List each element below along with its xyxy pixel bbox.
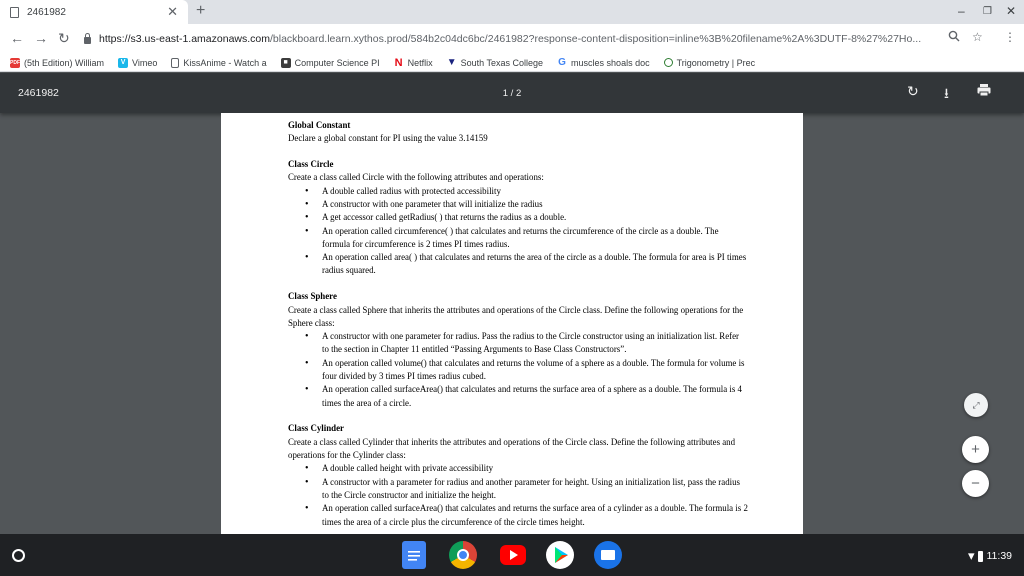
section-title: Class Sphere bbox=[288, 291, 337, 302]
pdf-icon: PDF bbox=[10, 59, 20, 66]
bullet-list bbox=[305, 330, 748, 410]
battery-icon bbox=[978, 551, 983, 562]
clock-time: 11:39 bbox=[986, 550, 1012, 562]
bullet-list bbox=[305, 462, 748, 528]
section-class-circle bbox=[288, 158, 748, 278]
wifi-icon: ▾ bbox=[967, 548, 975, 563]
status-area[interactable] bbox=[964, 547, 1016, 565]
bookmark-item[interactable]: V Vimeo bbox=[118, 58, 157, 68]
bookmark-item[interactable]: PDF (5th Edition) William bbox=[10, 57, 105, 68]
url-host: https://s3.us-east-1.amazonaws.com bbox=[99, 33, 270, 45]
bookmarks-bar bbox=[0, 54, 1024, 72]
section-text: Declare a global constant for PI using the value 3.14159 bbox=[288, 133, 488, 144]
fit-to-page-button[interactable]: ⤢ bbox=[964, 393, 988, 417]
netflix-icon: N bbox=[394, 57, 403, 68]
tab-close-icon[interactable]: ✕ bbox=[167, 4, 178, 19]
forward-icon[interactable]: → bbox=[34, 30, 48, 46]
tab-title: 2461982 bbox=[27, 6, 66, 18]
section-text: Create a class called Circle with the following attributes and operations: bbox=[288, 172, 544, 183]
files-icon[interactable] bbox=[594, 541, 622, 569]
list-item: • A constructor with one parameter for radius. Pass the radius to the Circle constructor using an initialization list. Refer to the section in Chapter 11 entitled “Passing Arguments to Base Class Constructors”. bbox=[305, 330, 748, 357]
launcher-icon[interactable] bbox=[12, 549, 25, 562]
bookmark-item[interactable]: KissAnime - Watch a bbox=[171, 58, 266, 68]
list-item: • An operation called surfaceArea() that calculates and returns the surface area of a cylinder as a double. The formula is 2 times the area of a circle plus the circumference of the circle times height. bbox=[305, 502, 748, 529]
section-title: Class Circle bbox=[288, 159, 334, 170]
youtube-icon[interactable] bbox=[500, 545, 526, 565]
bookmark-item[interactable]: Trigonometry | Prec bbox=[664, 58, 756, 68]
google-docs-icon[interactable] bbox=[402, 541, 426, 569]
back-icon[interactable]: ← bbox=[10, 30, 24, 46]
trig-icon bbox=[664, 58, 673, 67]
list-item: • An operation called surfaceArea() that calculates and returns the surface area of a sphere as a double. The formula is 4 times the area of a circle. bbox=[305, 383, 748, 410]
bookmark-item[interactable]: G muscles shoals doc bbox=[558, 57, 650, 68]
bullet-list bbox=[305, 185, 748, 278]
document-icon bbox=[10, 7, 19, 18]
doc-icon bbox=[171, 58, 179, 68]
list-item: • An operation called volume() that calculates and returns the volume of a sphere as a double. The formula for volume is four divided by 3 times PI times radius cubed. bbox=[305, 357, 748, 384]
section-title: Global Constant bbox=[288, 120, 351, 130]
play-store-icon[interactable] bbox=[546, 541, 574, 569]
google-icon: G bbox=[558, 57, 566, 68]
zoom-out-button[interactable]: − bbox=[962, 470, 989, 497]
list-item: • A constructor with a parameter for radius and another parameter for height. Using an initialization list, pass the radius to the Circle constructor and initialize the height. bbox=[305, 476, 748, 503]
chrome-icon[interactable] bbox=[449, 541, 477, 569]
browser-tab[interactable] bbox=[0, 0, 188, 24]
stc-icon: ▼ bbox=[446, 57, 457, 68]
page-indicator: 1 / 2 bbox=[502, 88, 522, 99]
document-body bbox=[288, 119, 748, 534]
cs-icon: ■ bbox=[281, 58, 291, 68]
reload-icon[interactable]: ↻ bbox=[58, 30, 70, 46]
bookmark-star-icon[interactable]: ☆ bbox=[972, 30, 983, 44]
search-icon[interactable] bbox=[948, 30, 960, 45]
section-text: Create a class called Cylinder that inherits the attributes and operations of the Circle class. Define the following attributes and operations for the Cylinder class: bbox=[288, 436, 736, 461]
section-text: Create a class called Sphere that inherits the attributes and operations of the Circle class. Define the following operations for the Sphere class: bbox=[288, 304, 744, 328]
section-global-constant bbox=[288, 119, 748, 146]
print-icon[interactable] bbox=[977, 83, 991, 100]
minimize-icon[interactable]: – bbox=[958, 4, 965, 18]
list-item: • A get accessor called getRadius( ) that returns the radius as a double. bbox=[305, 211, 748, 224]
list-item: • An operation called circumference( ) that calculates and returns the circumference of the circle as a double. The formula for circumference is 2 times PI times radius. bbox=[305, 225, 748, 252]
menu-icon[interactable]: ⋮ bbox=[1004, 30, 1016, 44]
list-item: • An operation called area( ) that calculates and returns the area of the circle as a double. The formula for area is PI times radius squared. bbox=[305, 251, 748, 278]
section-class-cylinder bbox=[288, 422, 748, 528]
restore-icon[interactable]: ❐ bbox=[983, 6, 992, 17]
section-class-sphere bbox=[288, 290, 748, 410]
pdf-toolbar bbox=[0, 73, 1024, 113]
browser-toolbar bbox=[0, 24, 1024, 54]
new-tab-icon[interactable]: + bbox=[196, 2, 206, 19]
bookmark-item[interactable]: ■ Computer Science PI bbox=[281, 58, 380, 68]
window-close-icon[interactable]: ✕ bbox=[1006, 4, 1017, 18]
rotate-icon[interactable]: ↻ bbox=[907, 83, 919, 99]
section-title: Class Cylinder bbox=[288, 423, 344, 434]
list-item: • A double called height with private accessibility bbox=[305, 462, 748, 475]
bookmark-item[interactable]: N Netflix bbox=[394, 57, 433, 68]
pdf-page bbox=[221, 113, 803, 534]
pdf-title: 2461982 bbox=[18, 87, 59, 99]
lock-icon bbox=[84, 37, 91, 44]
url-path: /blackboard.learn.xythos.prod/584b2c04dc6bc/2461982?response-content-disposition=inline%3B%20filename%2A%3DUTF-8%27%27Ho... bbox=[270, 33, 922, 45]
tab-strip bbox=[0, 0, 1024, 24]
list-item: • A double called radius with protected accessibility bbox=[305, 185, 748, 198]
vimeo-icon: V bbox=[118, 58, 128, 68]
list-item: • A constructor with one parameter that will initialize the radius bbox=[305, 198, 748, 211]
bookmark-item[interactable]: ▼ South Texas College bbox=[446, 57, 544, 68]
download-icon[interactable]: ⭳ bbox=[944, 85, 949, 101]
zoom-in-button[interactable]: + bbox=[962, 436, 989, 463]
address-bar[interactable] bbox=[84, 28, 974, 50]
os-shelf bbox=[0, 534, 1024, 576]
